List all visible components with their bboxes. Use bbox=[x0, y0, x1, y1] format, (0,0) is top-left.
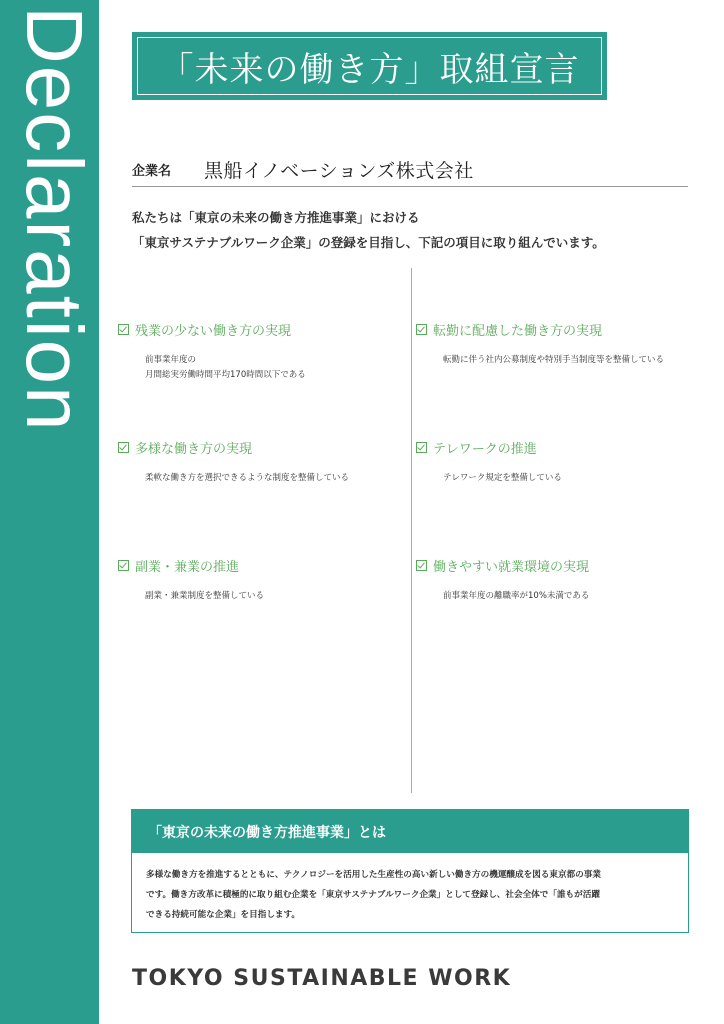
item-title: 働きやすい就業環境の実現 bbox=[433, 560, 590, 575]
item-diverse bbox=[118, 438, 398, 486]
checkbox-icon bbox=[118, 560, 129, 571]
info-line: です。働き方改革に積極的に取り組む企業を「東京サステナブルワーク企業」として登録し、社会全体で「誰もが活躍 bbox=[146, 890, 600, 900]
item-desc-line: 月間総実労働時間平均170時間以下である bbox=[145, 370, 306, 380]
title-box bbox=[132, 32, 607, 100]
checkbox-icon bbox=[118, 324, 129, 335]
item-desc-line: テレワーク規定を整備している bbox=[443, 473, 562, 483]
item-desc-line: 前事業年度の bbox=[145, 355, 197, 365]
checkbox-icon bbox=[416, 324, 427, 335]
sidebar-band bbox=[0, 0, 99, 1024]
item-heading bbox=[416, 438, 696, 457]
item-title: 残業の少ない働き方の実現 bbox=[135, 324, 292, 339]
item-title: テレワークの推進 bbox=[433, 442, 537, 457]
brand-logo-text: TOKYO SUSTAINABLE WORK bbox=[132, 966, 512, 991]
checkbox-icon bbox=[416, 560, 427, 571]
item-description bbox=[145, 353, 398, 383]
item-desc-line: 転勤に伴う社内公募制度や特別手当制度等を整備している bbox=[443, 355, 665, 365]
info-header bbox=[132, 810, 688, 853]
item-heading bbox=[118, 438, 398, 457]
company-label: 企業名 bbox=[132, 163, 172, 179]
item-environment bbox=[416, 556, 696, 604]
intro-line-1: 私たちは「東京の未来の働き方推進事業」における bbox=[132, 210, 420, 225]
intro-text bbox=[132, 205, 692, 255]
checkbox-icon bbox=[416, 442, 427, 453]
item-description bbox=[443, 589, 696, 604]
item-desc-line: 柔軟な働き方を選択できるような制度を整備している bbox=[145, 473, 350, 483]
item-transfer bbox=[416, 320, 696, 368]
title-frame bbox=[137, 37, 602, 95]
item-sidejob bbox=[118, 556, 398, 604]
item-heading bbox=[416, 556, 696, 575]
company-row bbox=[132, 152, 688, 187]
item-description bbox=[145, 471, 398, 486]
item-telework bbox=[416, 438, 696, 486]
item-heading bbox=[416, 320, 696, 339]
item-title: 副業・兼業の推進 bbox=[135, 560, 240, 575]
item-overtime bbox=[118, 320, 398, 383]
info-title: 「東京の未来の働き方推進事業」とは bbox=[148, 824, 386, 841]
column-divider bbox=[411, 268, 412, 793]
checkbox-icon bbox=[118, 442, 129, 453]
item-title: 多様な働き方の実現 bbox=[135, 442, 253, 457]
info-body bbox=[132, 853, 688, 925]
item-title: 転勤に配慮した働き方の実現 bbox=[433, 324, 603, 339]
item-description bbox=[145, 589, 398, 604]
info-line: できる持続可能な企業」を目指します。 bbox=[146, 910, 301, 920]
intro-line-2: 「東京サステナブルワーク企業」の登録を目指し、下記の項目に取り組んでいます。 bbox=[132, 235, 605, 250]
company-name: 黒船イノベーションズ株式会社 bbox=[204, 159, 474, 182]
item-description bbox=[443, 471, 696, 486]
declaration-word: Declaration bbox=[10, 6, 99, 433]
item-description bbox=[443, 353, 696, 368]
item-desc-line: 前事業年度の離職率が10%未満である bbox=[443, 591, 590, 601]
item-heading bbox=[118, 556, 398, 575]
info-box bbox=[131, 809, 689, 933]
item-desc-line: 副業・兼業制度を整備している bbox=[145, 591, 265, 601]
page-title: 「未来の働き方」取組宣言 bbox=[159, 49, 580, 90]
item-heading bbox=[118, 320, 398, 339]
info-line: 多様な働き方を推進するとともに、テクノロジーを活用した生産性の高い新しい働き方の機運醸成を図る東京都の事業 bbox=[146, 870, 601, 880]
